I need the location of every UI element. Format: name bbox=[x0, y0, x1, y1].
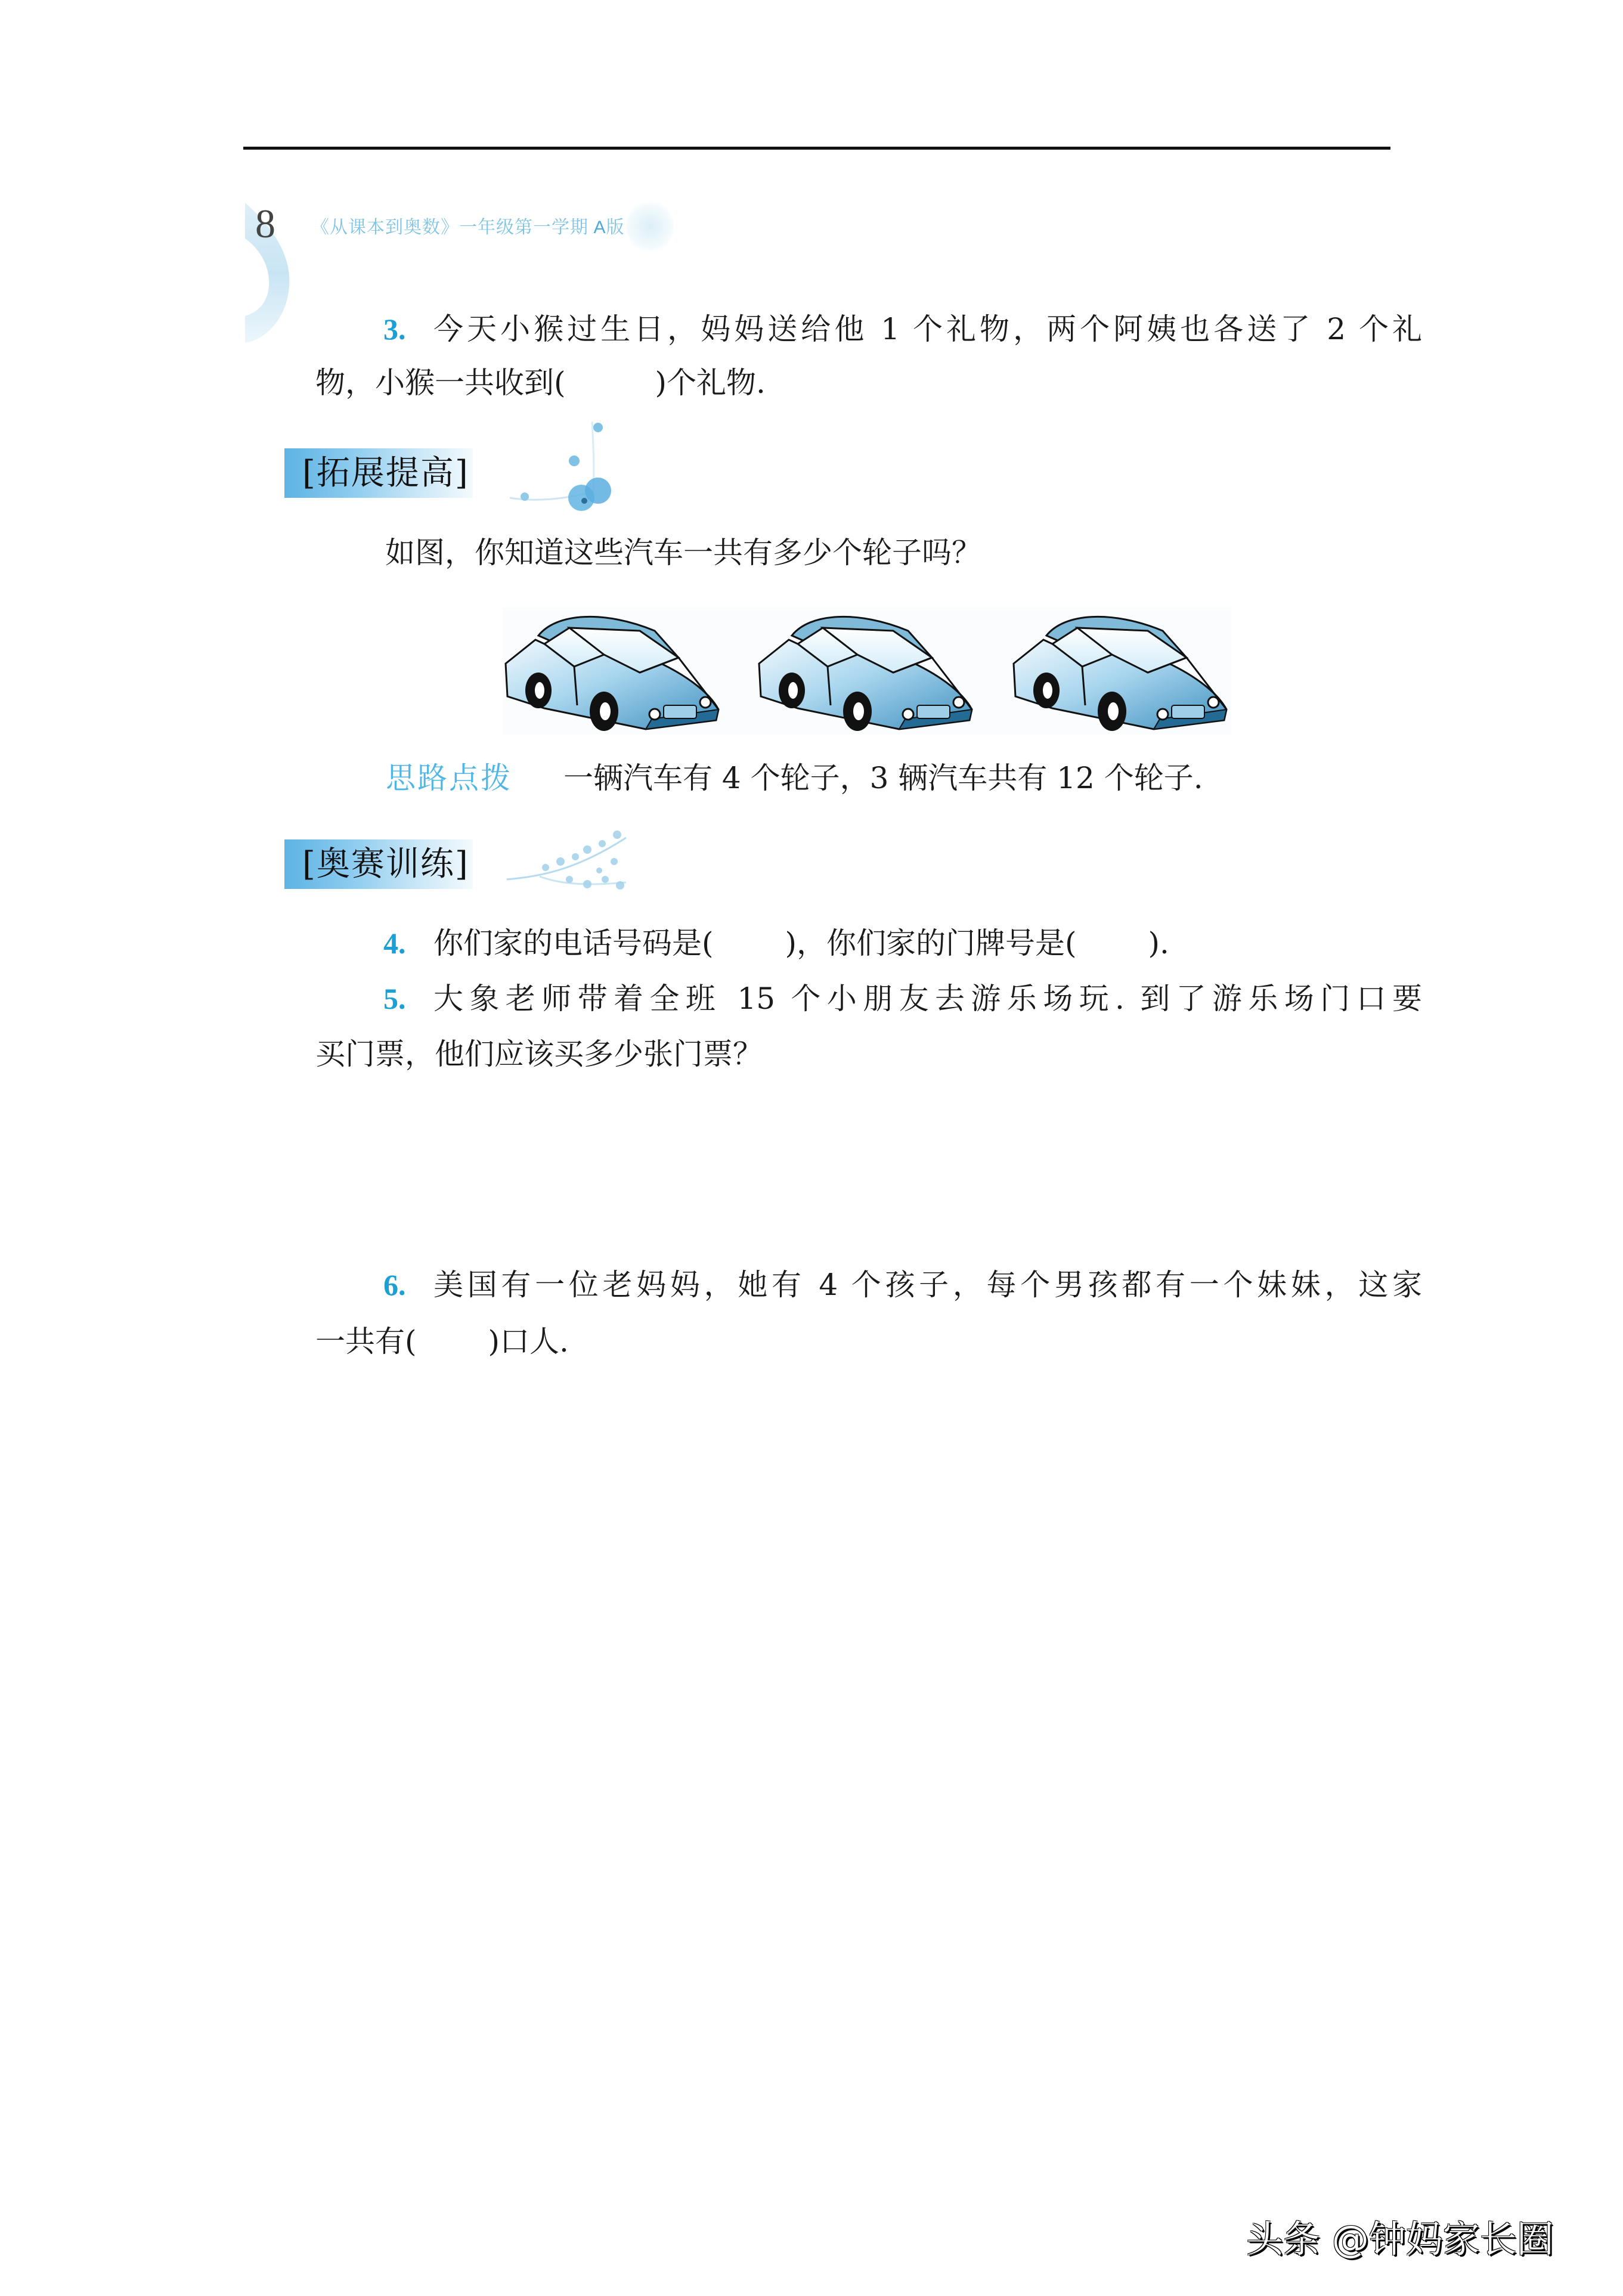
question-6-text-after: )口人. bbox=[488, 1324, 569, 1359]
cars-figure bbox=[503, 607, 1231, 735]
decorative-bubbles-icon bbox=[504, 414, 617, 519]
question-6-text-before: 一共有( bbox=[315, 1324, 417, 1359]
hint-label: 思路点拨 bbox=[386, 761, 512, 795]
section-header-extension bbox=[284, 448, 473, 498]
edition-letter: A bbox=[593, 218, 606, 237]
section-title-olympiad: [奥赛训练] bbox=[302, 845, 469, 884]
question-number-5: 5. bbox=[383, 982, 406, 1015]
question-4-text-c: ). bbox=[1148, 926, 1169, 960]
question-number-6: 6. bbox=[383, 1268, 406, 1302]
extension-prompt: 如图，你知道这些汽车一共有多少个轮子吗？ bbox=[385, 535, 981, 570]
top-rule bbox=[243, 147, 1390, 150]
decorative-branch-icon bbox=[504, 820, 632, 909]
question-6-line-2 bbox=[315, 1324, 1422, 1359]
question-3-text-after: )个礼物. bbox=[655, 365, 766, 400]
section-header-olympiad bbox=[284, 839, 473, 889]
page-number: 8 bbox=[255, 201, 275, 246]
question-4-line bbox=[433, 925, 1422, 961]
watermark: 头条 @钟妈家长圈 bbox=[1246, 2217, 1554, 2261]
question-3-text-before: 物，小猴一共收到( bbox=[315, 365, 566, 400]
question-5-line-2: 买门票，他们应该买多少张门票？ bbox=[315, 1037, 763, 1071]
question-4-text-b: )，你们家的门牌号是( bbox=[785, 926, 1077, 960]
hint-text: 一辆汽车有 4 个轮子，3 辆汽车共有 12 个轮子. bbox=[563, 761, 1203, 795]
edition-badge-icon bbox=[626, 200, 674, 253]
question-3-line-1: 今天小猴过生日，妈妈送给他 1 个礼物，两个阿姨也各送了 2 个礼 bbox=[433, 312, 1422, 346]
car-icon bbox=[503, 607, 723, 733]
section-title-extension: [拓展提高] bbox=[302, 454, 469, 492]
question-number-4: 4. bbox=[383, 927, 406, 960]
car-icon bbox=[756, 607, 977, 733]
question-6-line-1: 美国有一位老妈妈，她有 4 个孩子，每个男孩都有一个妹妹，这家 bbox=[433, 1268, 1422, 1302]
question-4-text-a: 你们家的电话号码是( bbox=[433, 926, 714, 960]
edition-char: 版 bbox=[606, 218, 625, 237]
answer-area-q5[interactable] bbox=[315, 1079, 1422, 1258]
car-icon bbox=[1011, 607, 1231, 733]
question-5-line-1: 大象老师带着全班 15 个小朋友去游乐场玩. 到了游乐场门口要 bbox=[433, 981, 1422, 1016]
running-header bbox=[311, 216, 625, 240]
question-3-line-2 bbox=[315, 365, 1422, 401]
running-title: 《从课本到奥数》一年级第一学期 bbox=[311, 218, 589, 237]
question-number-3: 3. bbox=[383, 312, 406, 346]
